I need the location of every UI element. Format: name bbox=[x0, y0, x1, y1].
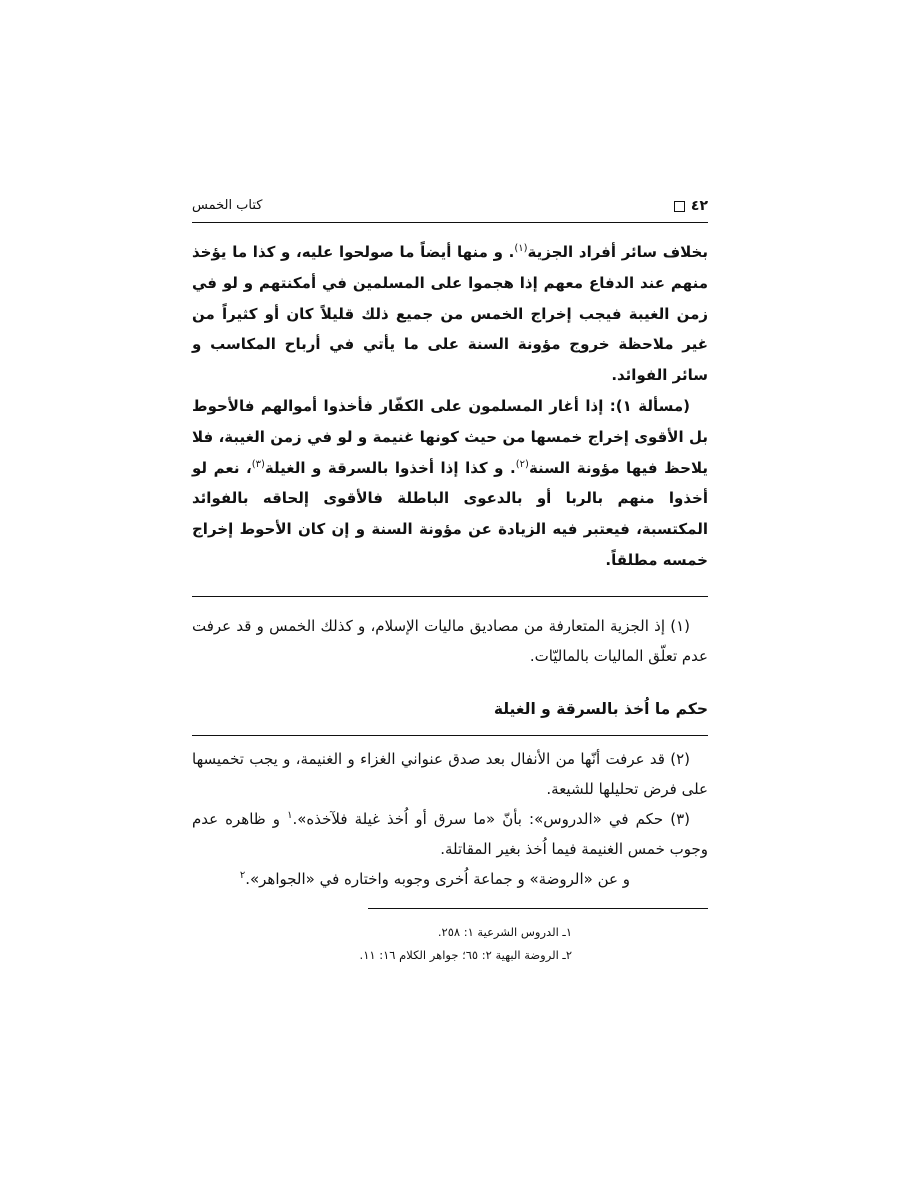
book-title: كتاب الخمس bbox=[192, 198, 263, 213]
main-p2b-text: . و كذا إذا أخذوا بالسرقة و الغيلة bbox=[264, 458, 516, 477]
main-text bbox=[192, 237, 708, 576]
section-p2b-text: و ظاهره عدم وجوب خمس الغنيمة فيما اُخذ بغير المقاتلة. bbox=[192, 809, 708, 858]
page bbox=[192, 196, 708, 967]
main-p1b-text: . و منها أيضاً ما صولحوا عليه، و كذا ما يؤخذ منهم عند الدفاع معهم إذا هجموا على المسلمين في أمكنتهم و لو في زمن الغيبة فيجب إخراج الخمس من جميع ذلك قليلاً كان أو كثيراً من غير ملاحظة خروج مؤونة السنة على ما يأتي في أرباح المكاسب و سائر الفوائد. bbox=[192, 243, 708, 385]
running-header bbox=[192, 196, 708, 223]
main-p1-text: بخلاف سائر أفراد الجزية bbox=[527, 243, 708, 261]
section-p3a-text: و عن «الروضة» و جماعة اُخرى وجوبه واختاره في «الجواهر». bbox=[245, 869, 630, 888]
section-paragraph-3 bbox=[192, 864, 708, 894]
endnote-ref-1: ١ bbox=[287, 809, 293, 821]
endnotes bbox=[192, 921, 708, 967]
endnote-1: ١ـ الدروس الشرعية ١: ٢٥٨. bbox=[437, 924, 572, 939]
section-paragraph-2 bbox=[192, 804, 708, 864]
footnote-ref-3: (٣) bbox=[251, 458, 265, 470]
square-icon bbox=[674, 201, 685, 212]
page-number: ٤٢ bbox=[690, 198, 708, 214]
divider bbox=[192, 596, 708, 597]
section-divider bbox=[192, 735, 708, 736]
footnote-ref-1: (١) bbox=[514, 243, 528, 254]
section-title: حكم ما اُخذ بالسرقة و الغيلة bbox=[493, 699, 708, 718]
endnote-2: ٢ـ الروضة البهية ٢: ٦٥؛ جواهر الكلام ١٦: ١١. bbox=[359, 947, 572, 962]
main-paragraph-2 bbox=[192, 391, 708, 576]
notes-divider bbox=[368, 908, 708, 909]
commentary-1-text: (١) إذ الجزية المتعارفة من مصاديق ماليات الإسلام، و كذلك الخمس و قد عرفت عدم تعلّق الماليات بالماليّات. bbox=[192, 616, 708, 665]
section-body bbox=[192, 744, 708, 894]
main-p2c-text: ، نعم لو أخذوا منهم بالربا أو بالدعوى الباطلة فالأقوى إلحاقه بالفوائد المكتسبة، فيعتبر فيه الزيادة عن مؤونة السنة و إن كان الأحوط إخراج خمسه مطلقاً. bbox=[192, 458, 708, 569]
endnote-ref-2: ٢ bbox=[239, 869, 246, 881]
section-paragraph-1: (٢) قد عرفت أنّها من الأنفال بعد صدق عنواني الغزاء و الغنيمة، و يجب تخميسها على فرض تحليلها للشيعة. bbox=[192, 749, 708, 798]
section-p2a-text: (٣) حكم في «الدروس»: بأنّ «ما سرق أو اُخذ غيلة فلآخذه». bbox=[292, 809, 690, 828]
commentary-1 bbox=[192, 611, 708, 671]
footnote-ref-2: (٢) bbox=[515, 458, 529, 470]
page-number-group bbox=[674, 196, 708, 216]
main-paragraph-1 bbox=[192, 237, 708, 391]
main-p2a-text: (مسألة ١): إذا أغار المسلمون على الكفّار فأخذوا أموالهم فالأحوط بل الأقوى إخراج خمسها من حيث كونها غنيمة و لو في زمن الغيبة، فلا يلاحظ فيها مؤونة السنة bbox=[192, 396, 708, 477]
